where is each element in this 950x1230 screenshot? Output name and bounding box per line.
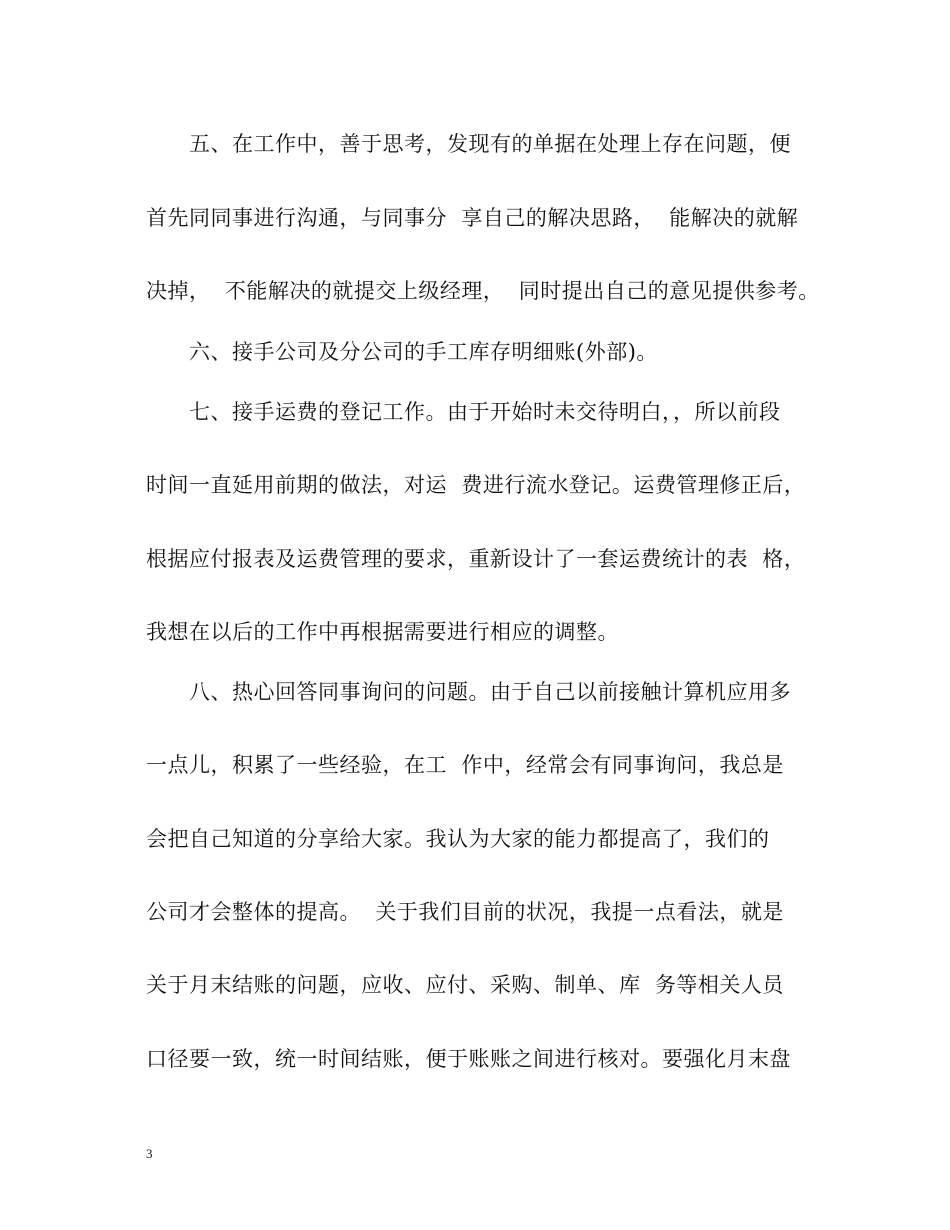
text-line-11: 会把自己知道的分享给大家。我认为大家的能力都提高了，我们的 [146, 827, 770, 851]
text-line-9: 八、热心回答同事询问的问题。由于自己以前接触计算机应用多 [146, 680, 791, 704]
text-line-12: 公司才会整体的提高。 关于我们目前的状况，我提一点看法，就是 [146, 900, 784, 924]
text-line-13: 关于月末结账的问题，应收、应付、采购、制单、库 务等相关人员 [146, 973, 784, 997]
text-line-4: 六、接手公司及分公司的手工库存明细账(外部)。 [146, 340, 658, 364]
text-line-3: 决掉， 不能解决的就提交上级经理， 同时提出自己的意见提供参考。 [146, 279, 820, 303]
text-line-7: 根据应付报表及运费管理的要求，重新设计了一套运费统计的表 格， [146, 547, 806, 571]
page-number: 3 [146, 1146, 153, 1161]
text-line-14: 口径要一致，统一时间结账，便于账账之间进行核对。要强化月末盘 [146, 1047, 791, 1071]
text-line-2: 首先同同事进行沟通，与同事分 享自己的解决思路， 能解决的就解 [146, 206, 799, 230]
text-line-8: 我想在以后的工作中再根据需要进行相应的调整。 [146, 620, 619, 644]
text-line-6: 时间一直延用前期的做法，对运 费进行流水登记。运费管理修正后， [146, 473, 806, 497]
text-line-5: 七、接手运费的登记工作。由于开始时未交待明白，，所以前段 [146, 400, 781, 424]
text-line-10: 一点儿，积累了一些经验，在工 作中，经常会有同事询问，我总是 [146, 753, 784, 777]
text-line-1: 五、在工作中，善于思考，发现有的单据在处理上存在问题，便 [146, 132, 791, 156]
